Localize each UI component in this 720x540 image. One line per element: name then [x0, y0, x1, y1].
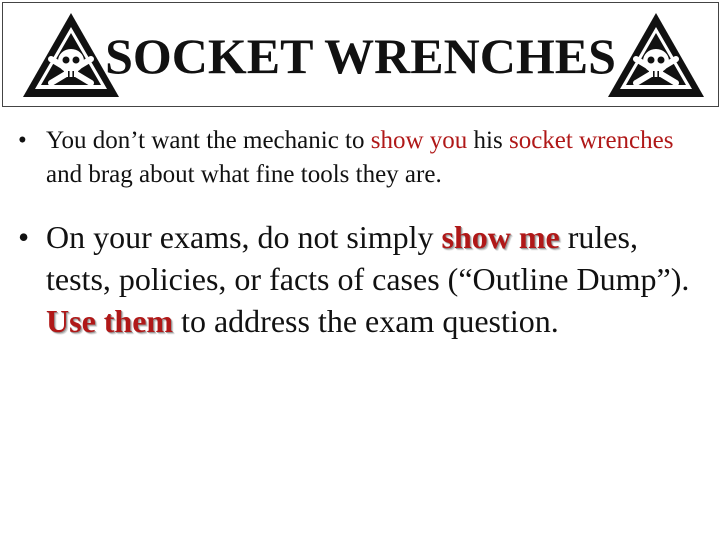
bullet-text: On your exams, do not simply — [46, 219, 442, 255]
bullet-text: rules, tests, policies, or facts of cases (“Outline Dump”). — [46, 219, 690, 297]
bullet-marker: • — [18, 127, 27, 154]
title-banner — [2, 2, 719, 107]
highlight-text: socket wrenches — [508, 127, 674, 154]
bullet-text: and brag about what fine tools they are. — [46, 161, 442, 188]
skull-warning-icon — [606, 11, 706, 99]
bullet-text: to address the exam question. — [173, 303, 559, 339]
emphasis-text: Use them — [46, 303, 174, 339]
slide-title: SOCKET WRENCHES — [105, 28, 616, 84]
highlight-text: show you — [370, 127, 468, 154]
bullet-marker: • — [18, 219, 30, 255]
emphasis-text: show me — [441, 219, 560, 255]
bullet-item-mechanic — [18, 124, 698, 192]
bullet-item-exams — [18, 216, 698, 342]
bullet-text: his — [467, 127, 509, 154]
bullet-text: You don’t want the mechanic to — [46, 127, 371, 154]
bullet-list — [18, 124, 698, 342]
